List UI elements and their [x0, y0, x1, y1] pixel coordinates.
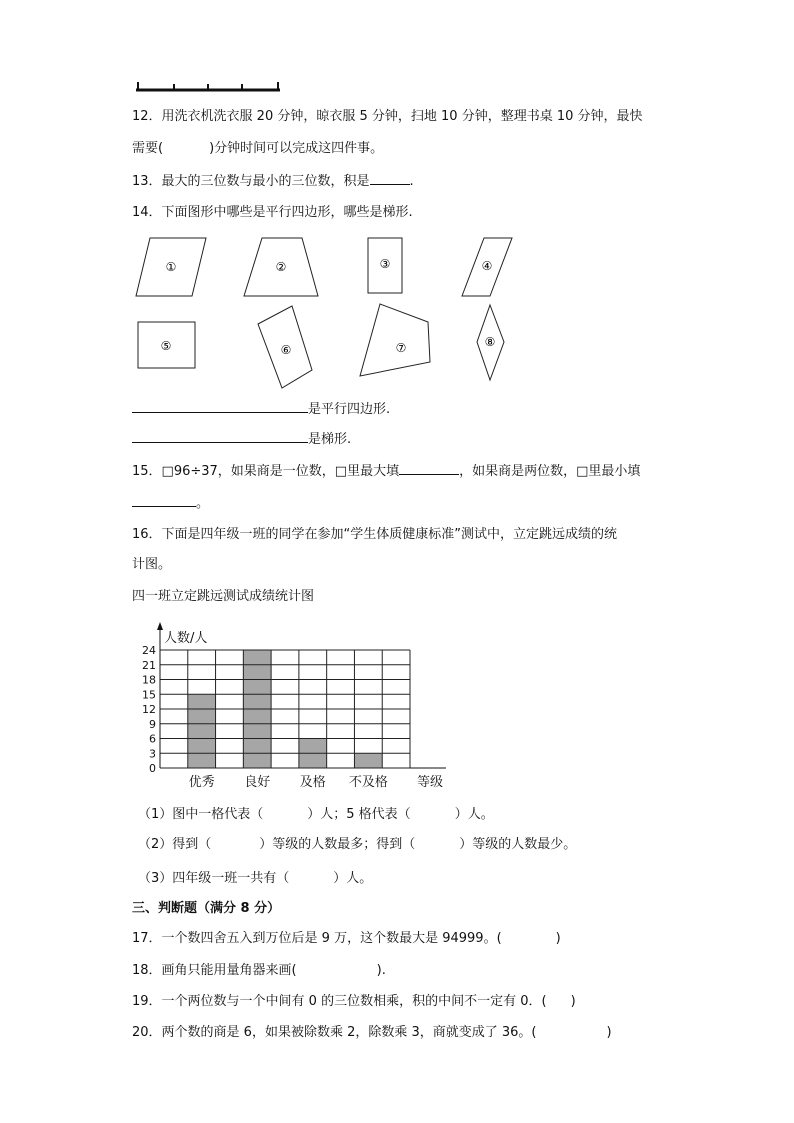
- chart-category-label: 及格: [299, 775, 326, 790]
- question-15-end: 。: [196, 496, 210, 511]
- shape-label-7: ⑦: [395, 341, 407, 355]
- question-15-part2: ，如果商是两位数，□里最小填: [459, 464, 641, 479]
- shape-label-2: ②: [275, 260, 287, 274]
- shape-label-8: ⑧: [484, 335, 496, 349]
- question-16-sub1: [138, 806, 494, 824]
- question-16-line2: 计图。: [132, 557, 172, 572]
- question-16-sub2-b: ）等级的人数最多；得到（: [259, 837, 416, 852]
- answer-blank-15a[interactable]: [399, 462, 459, 475]
- chart-x-label: 等级: [416, 775, 444, 790]
- question-19-end: ): [570, 994, 576, 1009]
- shape-2: [244, 238, 318, 296]
- answer-blank-14-trapezoids[interactable]: [132, 430, 308, 443]
- shape-8: [477, 305, 504, 380]
- question-16-sub2-a: （2）得到（: [138, 837, 212, 852]
- question-12-line1: 12．用洗衣机洗衣服 20 分钟，晾衣服 5 分钟，扫地 10 分钟，整理书桌 10 分钟，最快: [132, 109, 643, 124]
- shape-label-5: ⑤: [160, 339, 172, 353]
- chart-tick-label: 9: [149, 717, 156, 731]
- chart-bar: [188, 694, 216, 768]
- question-14-answer2-text: 是梯形.: [308, 432, 352, 447]
- chart-y-label: 人数/人: [164, 631, 208, 646]
- question-14-answer2: [132, 430, 351, 449]
- shape-3: [368, 238, 402, 293]
- chart-bar: [354, 753, 382, 768]
- chart-category-label: 优秀: [188, 775, 215, 790]
- question-16-sub3-b: ）人。: [333, 871, 373, 886]
- chart-tick-label: 18: [142, 673, 156, 687]
- question-15-line1: [132, 462, 640, 481]
- question-16-sub3: [138, 870, 372, 888]
- shape-label-4: ④: [481, 259, 493, 273]
- question-17-end: ): [555, 931, 561, 946]
- shape-7: [360, 304, 430, 376]
- question-20: [132, 1024, 612, 1042]
- question-14-title: 14．下面图形中哪些是平行四边形，哪些是梯形.: [132, 205, 413, 220]
- chart-tick-label: 3: [149, 747, 156, 761]
- shape-label-6: ⑥: [280, 343, 292, 357]
- shape-1: [136, 238, 206, 296]
- chart-tick-label: 21: [142, 658, 156, 672]
- question-16-sub2: [138, 836, 576, 854]
- question-20-text: 20．两个数的商是 6，如果被除数乘 2，除数乘 3，商就变成了 36。(: [132, 1025, 537, 1040]
- question-14-answer1-text: 是平行四边形.: [308, 402, 391, 417]
- shape-label-3: ③: [379, 257, 391, 271]
- shape-4: [462, 238, 512, 296]
- chart-y-arrow: [157, 622, 163, 630]
- question-17-text: 17．一个数四舍五入到万位后是 9 万，这个数最大是 94999。(: [132, 931, 502, 946]
- chart-category-label: 良好: [244, 775, 271, 790]
- shapes-figure: [0, 0, 794, 400]
- shape-label-1: ①: [165, 260, 177, 274]
- chart-tick-label: 24: [142, 644, 156, 657]
- question-19-text: 19．一个两位数与一个中间有 0 的三位数相乘，积的中间不一定有 0．(: [132, 994, 547, 1009]
- question-15-line2: [132, 494, 209, 513]
- question-16-line1: 16．下面是四年级一班的同学在参加“学生体质健康标准”测试中，立定跳远成绩的统: [132, 527, 618, 542]
- question-16-sub1-b: ）人；5 格代表（: [307, 807, 411, 822]
- question-16-sub1-a: （1）图中一格代表（: [138, 807, 264, 822]
- chart-tick-label: 6: [149, 732, 156, 746]
- answer-blank-15b[interactable]: [132, 494, 196, 507]
- question-16-sub2-c: ）等级的人数最少。: [459, 837, 577, 852]
- bar-chart: [130, 618, 460, 794]
- question-18-text: 18．画角只能用量角器来画(: [132, 963, 297, 978]
- chart-title: 四一班立定跳远测试成绩统计图: [132, 589, 315, 604]
- question-16-sub1-c: ）人。: [454, 807, 494, 822]
- question-12-prefix: 需要(: [132, 141, 164, 156]
- question-18: [132, 962, 386, 980]
- shape-5: [138, 322, 195, 368]
- chart-tick-label: 0: [149, 762, 156, 775]
- chart-tick-label: 12: [142, 703, 156, 716]
- question-14-answer1: [132, 400, 390, 419]
- question-16-sub3-a: （3）四年级一班一共有（: [138, 871, 290, 886]
- chart-category-label: 不及格: [348, 775, 388, 790]
- question-12-suffix: )分钟时间可以完成这四件事。: [209, 141, 384, 156]
- question-15-part1: 15．□96÷37，如果商是一位数，□里最大填: [132, 464, 400, 479]
- section-3-title: 三、判断题（满分 8 分）: [132, 901, 281, 916]
- chart-tick-label: 15: [142, 688, 156, 702]
- question-13-text: 13．最大的三位数与最小的三位数，积是: [132, 174, 370, 189]
- question-20-end: ): [606, 1025, 612, 1040]
- shape-6: [258, 306, 312, 388]
- question-17: [132, 930, 561, 948]
- question-13-end: .: [409, 174, 414, 189]
- question-18-end: ).: [376, 963, 386, 978]
- question-19: [132, 993, 576, 1011]
- answer-blank-14-parallelograms[interactable]: [132, 400, 308, 413]
